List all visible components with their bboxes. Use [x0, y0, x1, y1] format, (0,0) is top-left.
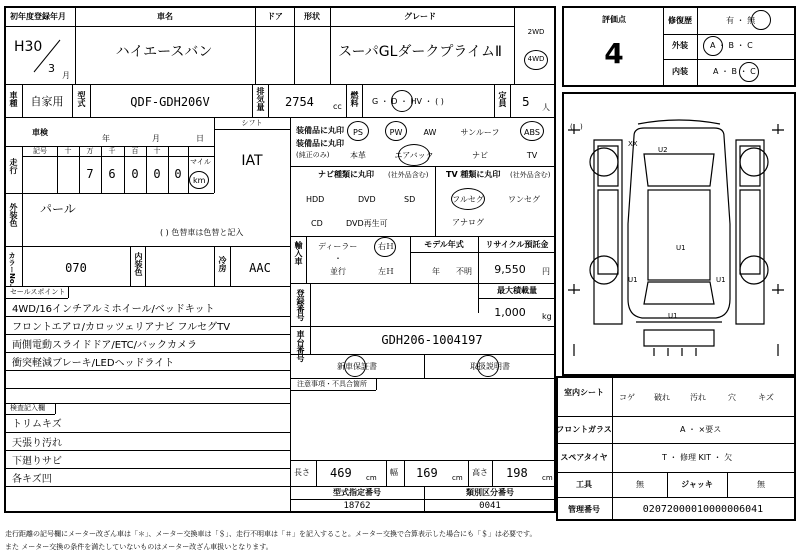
- capacity: 5: [522, 95, 530, 109]
- length-label: 長さ: [294, 468, 310, 477]
- import-dealer: ディーラー: [318, 242, 358, 251]
- pw-circle: [385, 121, 407, 141]
- svg-text:): ): [580, 123, 583, 131]
- yen-unit: 円: [542, 267, 550, 276]
- mile-label: マイル: [190, 158, 211, 166]
- grade: スーパGLダークプライムⅡ: [338, 44, 502, 60]
- right-hand: 右Ｈ: [378, 242, 394, 251]
- equipment-title-2: 装備品に丸印: [296, 139, 344, 148]
- length: 469: [330, 466, 352, 480]
- navi-hdd: HDD: [306, 195, 325, 204]
- car-name: ハイエースバン: [115, 44, 213, 60]
- equip-navi: ナビ: [472, 151, 488, 160]
- manual: 取扱説明書: [470, 362, 510, 371]
- shift: IAT: [241, 153, 263, 169]
- inspector-label: 検査記入欄: [10, 404, 45, 412]
- exterior-label: 外装: [672, 41, 688, 50]
- km-label: km: [193, 176, 206, 185]
- mileage-digit-1: 6: [108, 167, 116, 181]
- navi-dvd-play: DVD再生可: [346, 219, 388, 228]
- diagram-mark-u1-left: U1: [628, 276, 638, 284]
- month-unit: 月: [62, 71, 70, 80]
- max-load: 1,000: [494, 306, 526, 319]
- diagram-mark-xx: XX: [628, 140, 638, 148]
- cc-unit: cc: [333, 102, 342, 111]
- drive-4wd-circle: [524, 50, 548, 70]
- recycle-label: リサイクル預託金: [485, 240, 549, 249]
- digit-header-2: 千: [108, 147, 116, 155]
- length-unit: cm: [366, 474, 377, 482]
- model-year-unknown: 不明: [456, 267, 472, 276]
- ps-circle: [347, 121, 369, 141]
- displacement-label: 排気量: [256, 87, 265, 111]
- tv-type-label: TV 種類に丸印: [446, 170, 501, 179]
- usage: 自家用: [30, 95, 64, 108]
- model: QDF-GDH206V: [130, 95, 210, 109]
- type-no-label: 型式指定番号: [333, 488, 381, 497]
- seat-burn: コゲ: [619, 393, 635, 402]
- sales-line-4: 衝突軽減ブレーキ/LEDヘッドライト: [12, 358, 175, 369]
- navi-sd: SD: [404, 195, 416, 204]
- warranty-circle: [344, 355, 366, 377]
- height-unit: cm: [542, 474, 553, 482]
- diagram-mark-u1-center: U1: [676, 244, 686, 252]
- shaken-year: 年: [102, 134, 110, 143]
- equip-pw: PW: [389, 128, 403, 137]
- diagram-mark-u1-rear: U1: [668, 312, 678, 320]
- mgmt-no: 02072000010000006041: [642, 504, 764, 515]
- digit-header-0: 十: [64, 147, 72, 155]
- drive-2wd: 2WD: [527, 28, 545, 36]
- first-reg-label: 初年度登録年月: [10, 12, 66, 21]
- mileage-digit-0: 7: [86, 167, 94, 181]
- fuel-options: G ・ D ・ HV ・ ( ): [372, 97, 444, 106]
- inspector-line-3: 下廻りサビ: [12, 456, 62, 467]
- inspector-line-1: トリムキズ: [12, 419, 62, 430]
- chassis-label: 車台番号: [296, 330, 305, 362]
- manual-circle: [477, 355, 499, 377]
- aircon: AAC: [249, 261, 271, 275]
- import-parallel: 並行: [330, 267, 346, 276]
- tv-fullseg: フルセグ: [452, 195, 484, 204]
- color-no: 070: [65, 261, 87, 275]
- width-unit: cm: [452, 474, 463, 482]
- kg-unit: kg: [542, 312, 552, 321]
- equip-aw: AW: [423, 128, 437, 137]
- seat-label: 室内シート: [564, 388, 604, 397]
- shape-label: 形状: [304, 12, 320, 21]
- sales-line-3: 両側電動スライドドア/ETC/バックカメラ: [12, 340, 197, 351]
- diagram-mark-u2: U2: [658, 146, 668, 154]
- spare-options: T ・ 修理 KIT ・ 欠: [662, 453, 733, 462]
- import-dot: ・: [334, 254, 342, 263]
- jack-value: 無: [757, 480, 765, 489]
- seat-scratch: キズ: [758, 393, 774, 402]
- capacity-label: 定員: [498, 91, 507, 107]
- fuel-label: 燃料: [350, 91, 359, 107]
- seat-tear: 破れ: [654, 393, 670, 402]
- model-year-unit: 年: [432, 267, 440, 276]
- drive-4wd: 4WD: [527, 55, 545, 63]
- width: 169: [416, 466, 438, 480]
- inspector-line-2: 天張り汚れ: [12, 438, 62, 449]
- mileage-label: 走行: [9, 158, 18, 174]
- tool-label: 工具: [576, 480, 592, 489]
- km-circle: [189, 171, 209, 189]
- digit-header-1: 万: [86, 147, 94, 155]
- class-no: 0041: [479, 501, 501, 511]
- sales-line-1: 4WD/16インチアルミホイール/ベッドキット: [12, 304, 215, 315]
- shaken-label: 車検: [32, 128, 48, 137]
- equipment-subtitle: (純正のみ): [296, 151, 330, 159]
- main-form: [4, 6, 556, 513]
- max-load-label: 最大積載量: [497, 286, 537, 295]
- mgmt-label: 管理番号: [568, 505, 600, 514]
- import-label: 輸入車: [294, 241, 303, 265]
- shaken-day: 日: [196, 134, 204, 143]
- equip-abs: ABS: [524, 128, 540, 137]
- navi-type-label: ナビ種類に丸印: [318, 170, 374, 179]
- fullseg-circle: [451, 188, 485, 210]
- digit-header-4: 十: [153, 147, 161, 155]
- usage-label: 車種: [9, 91, 18, 107]
- airbag-circle: [398, 144, 430, 166]
- notes-label: 注意事項・不具合箇所: [297, 380, 367, 388]
- interior-color-label: 内装色: [134, 252, 143, 276]
- color-label: 外装色: [9, 203, 18, 227]
- shaken-month: 月: [152, 134, 160, 143]
- right-hand-circle: [374, 237, 396, 257]
- chassis-no: GDH206-1004197: [381, 333, 483, 347]
- color-value: パール: [40, 202, 76, 216]
- capacity-unit: 人: [542, 103, 550, 112]
- navi-cd: CD: [311, 219, 323, 228]
- equip-ps: PS: [353, 128, 363, 137]
- navi-type-note: (社外品含む): [388, 171, 429, 179]
- mileage-digit-3: 0: [153, 167, 161, 181]
- vehicle-damage-diagram: [564, 94, 794, 374]
- model-year-label: モデル年式: [424, 240, 464, 249]
- interior-b-circle: [739, 62, 759, 82]
- mileage-symbol-label: 記号: [33, 147, 47, 155]
- reg-month: 3: [48, 62, 55, 75]
- sales-line-2: フロントエアロ/カロッツェリアナビ フルセグTV: [12, 322, 231, 333]
- exterior-options: A ・ B ・ C: [710, 41, 753, 50]
- mileage-digit-4: 0: [174, 167, 182, 181]
- equipment-title: 装備品に丸印: [296, 126, 344, 135]
- spare-label: スペアタイヤ: [560, 453, 608, 462]
- recycle-value: 9,550: [494, 263, 526, 276]
- abs-circle: [520, 121, 544, 141]
- tv-oneseg: ワンセグ: [508, 195, 540, 204]
- digit-header-3: 百: [131, 147, 139, 155]
- aircon-label: 冷房: [218, 256, 227, 272]
- fuel-diesel-circle: [391, 90, 413, 112]
- repair-none-circle: [751, 10, 771, 30]
- shift-label: シフト: [241, 119, 263, 127]
- width-label: 幅: [390, 468, 398, 477]
- door-label: ドア: [267, 12, 283, 21]
- seat-hole: 穴: [728, 393, 736, 402]
- score: 4: [604, 37, 624, 70]
- reg-no-label: 登録番号: [296, 289, 305, 321]
- equip-leather: 本革: [350, 151, 366, 160]
- model-label: 型式: [77, 91, 86, 107]
- equip-tv: TV: [526, 151, 538, 160]
- glass-options: A ・ ×要ス: [680, 425, 722, 434]
- jack-label: ジャッキ: [681, 480, 713, 489]
- reg-year: H30: [14, 39, 43, 55]
- color-no-label: カラーNo.: [8, 252, 16, 287]
- inspector-line-4: 各キズ凹: [12, 474, 52, 485]
- svg-text:(: (: [570, 123, 573, 131]
- diagram-mark-u1-right: U1: [716, 276, 726, 284]
- navi-dvd: DVD: [358, 195, 376, 204]
- tv-type-note: (社外品含む): [510, 171, 551, 179]
- score-label: 評価点: [602, 15, 626, 24]
- car-name-label: 車名: [157, 12, 173, 21]
- equip-sunroof: サンルーフ: [460, 128, 500, 137]
- interior-options: A ・ B ・ C: [713, 67, 756, 76]
- footer-note-1: 走行距離の記号欄にメーター改ざん車は「＊」、メーター交換車は「＄」、走行不明車は「＃」を記入すること。メーター交換で合算表示した場合にも「＄」は必要です。: [5, 530, 537, 538]
- height-label: 高さ: [472, 468, 488, 477]
- grade-label: グレード: [404, 12, 436, 21]
- seat-dirt: 汚れ: [690, 393, 706, 402]
- new-warranty: 新車保証書: [337, 362, 377, 371]
- color-note: ( ) 色替車は色替と記入: [160, 228, 244, 237]
- sales-label: セールスポイント: [10, 288, 66, 296]
- repair-options: 有 ・ 無: [726, 16, 756, 25]
- exterior-a-circle: [703, 36, 723, 56]
- left-hand: 左Ｈ: [378, 267, 394, 276]
- mileage-digit-2: 0: [131, 167, 139, 181]
- interior-label: 内装: [672, 67, 688, 76]
- glass-label: フロントガラス: [556, 425, 612, 434]
- tv-analog: アナログ: [452, 218, 484, 227]
- class-no-label: 類別区分番号: [466, 488, 514, 497]
- equip-airbag: エアバック: [394, 151, 434, 160]
- repair-label: 修復歴: [668, 16, 692, 25]
- height: 198: [506, 466, 528, 480]
- tool-value: 無: [636, 480, 644, 489]
- type-no: 18762: [343, 501, 371, 511]
- footer-note-2: また メーター交換の条件を満たしていないものはメーター改ざん車扱いとなります。: [5, 543, 273, 551]
- displacement: 2754: [285, 95, 314, 109]
